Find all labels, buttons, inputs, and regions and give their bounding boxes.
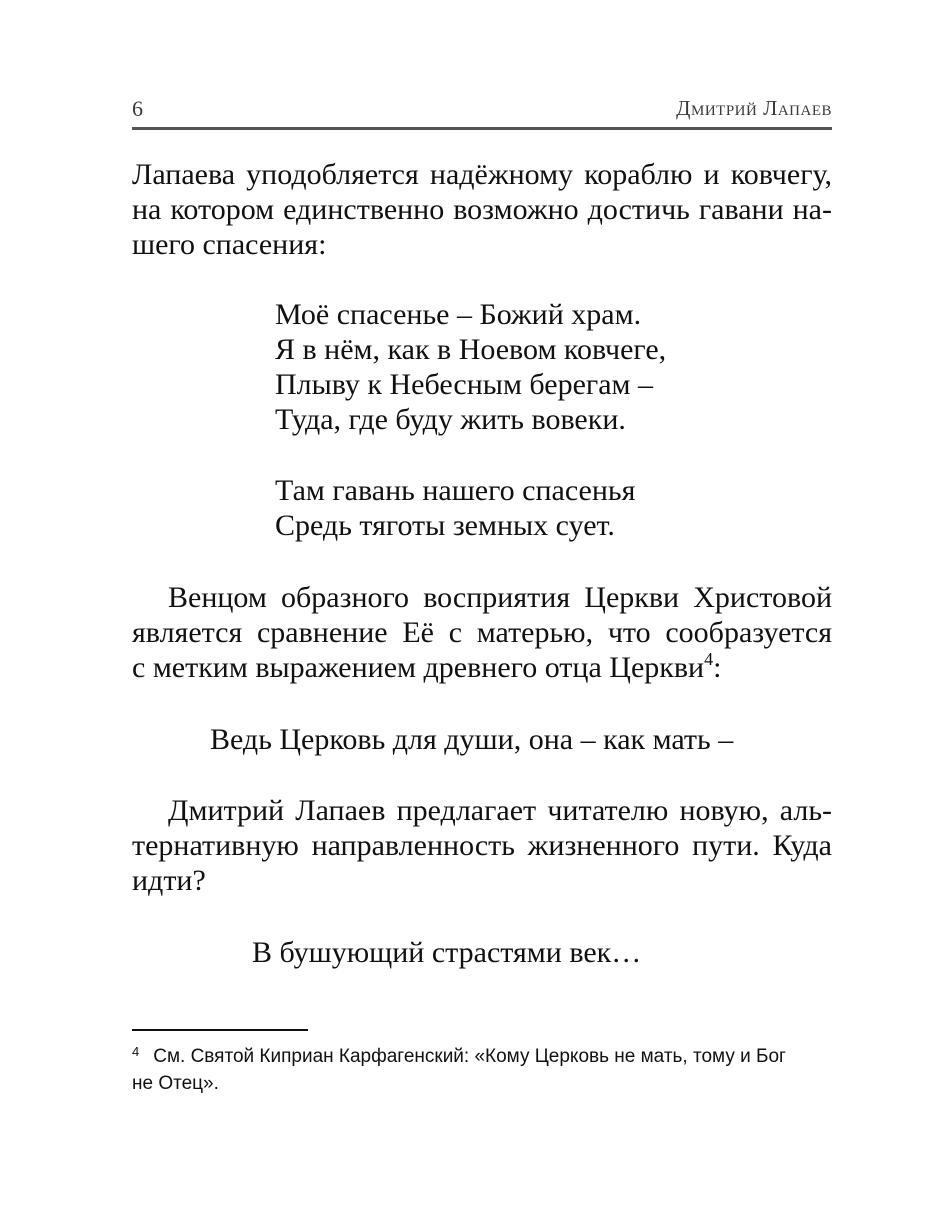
verse-line: Туда, где буду жить вовеки. <box>275 403 626 436</box>
running-header <box>132 96 832 126</box>
verse-line: Ведь Церковь для души, она – как мать – <box>210 723 734 756</box>
verse-quote <box>210 722 733 757</box>
paragraph-line-text: с метким выражением древнего отца Церкви <box>132 651 705 684</box>
footnote-reference[interactable]: 4 <box>704 649 714 669</box>
paragraph-line <box>132 650 832 685</box>
header-rule <box>132 127 832 130</box>
paragraph-line: на котором единственно возможно достичь гавани на- <box>132 193 832 226</box>
paragraph-line: идти? <box>132 864 206 897</box>
footnote-number: 4 <box>132 1044 140 1059</box>
paragraph-1 <box>132 157 832 262</box>
paragraph-3 <box>132 793 832 898</box>
paragraph-line-tail: : <box>713 651 722 684</box>
paragraph-line: тернативную направленность жизненного пути. Куда <box>132 829 832 862</box>
footnote-separator <box>132 1029 308 1031</box>
footnote <box>132 1038 832 1097</box>
verse-line: Моё спасенье – Божий храм. <box>275 298 642 331</box>
paragraph-2 <box>132 580 832 685</box>
verse-line: Средь тяготы земных сует. <box>275 509 615 542</box>
paragraph-line: Дмитрий Лапаев предлагает читателю новую, аль- <box>168 794 832 827</box>
verse-stanza-1 <box>275 297 666 437</box>
footnote-text: См. Святой Киприан Карфагенский: «Кому Церковь не мать, тому и Бог <box>153 1046 786 1067</box>
verse-line: В бушующий страстями век… <box>252 936 642 969</box>
verse-line: Там гавань нашего спасенья <box>275 474 636 507</box>
page-number: 6 <box>132 96 143 121</box>
paragraph-line: Венцом образного восприятия Церкви Христовой <box>168 581 832 614</box>
verse-line: Плыву к Небесным берегам – <box>275 368 654 401</box>
running-title: Дмитрий Лапаев <box>676 96 832 120</box>
footnote-text-line2: не Отец». <box>132 1073 219 1094</box>
paragraph-line: Лапаева уподобляется надёжному кораблю и ковчегу, <box>132 158 832 191</box>
paragraph-line: шего спасения: <box>132 228 327 261</box>
verse-closing <box>252 935 641 970</box>
verse-line: Я в нём, как в Ноевом ковчеге, <box>275 333 667 366</box>
verse-stanza-2 <box>275 473 635 543</box>
paragraph-line: является сравнение Её с матерью, что сообразуется <box>132 616 832 649</box>
